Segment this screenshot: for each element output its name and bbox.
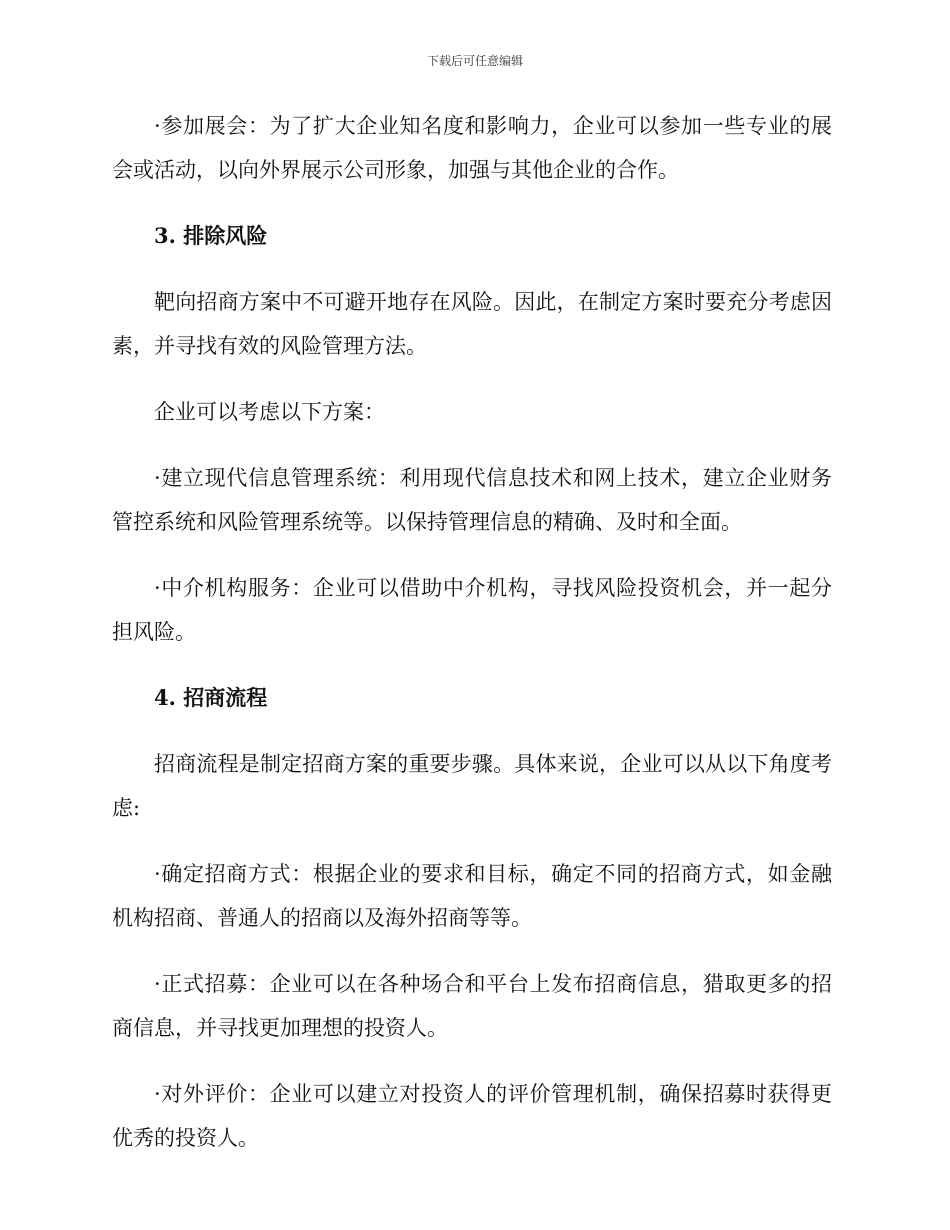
paragraph-exhibition: ·参加展会：为了扩大企业知名度和影响力，企业可以参加一些专业的展会或活动，以向外界展示公司形象，加强与其他企业的合作。 bbox=[112, 114, 832, 182]
paragraph-options-lead: 企业可以考虑以下方案： bbox=[154, 400, 385, 424]
paragraph-evaluation: ·对外评价：企业可以建立对投资人的评价管理机制，确保招募时获得更优秀的投资人。 bbox=[112, 1082, 832, 1150]
page-header: 下载后可任意编辑 bbox=[426, 54, 523, 68]
paragraph-process-intro: 招商流程是制定招商方案的重要步骤。具体来说，企业可以从以下角度考虑: bbox=[112, 752, 832, 820]
paragraph-risk-intro: 靶向招商方案中不可避开地存在风险。因此，在制定方案时要充分考虑因素，并寻找有效的风险管理方法。 bbox=[112, 290, 832, 358]
paragraph-intermediary: ·中介机构服务：企业可以借助中介机构，寻找风险投资机会，并一起分担风险。 bbox=[112, 576, 832, 644]
paragraph-info-system: ·建立现代信息管理系统：利用现代信息技术和网上技术，建立企业财务管控系统和风险管理系统等。以保持管理信息的精确、及时和全面。 bbox=[112, 466, 832, 534]
document-body bbox=[112, 104, 832, 1182]
section-heading-risk: 3. 排除风险 bbox=[154, 223, 268, 248]
section-heading-process: 4. 招商流程 bbox=[154, 685, 268, 710]
paragraph-recruit: ·正式招募：企业可以在各种场合和平台上发布招商信息，猎取更多的招商信息，并寻找更加理想的投资人。 bbox=[112, 972, 832, 1040]
paragraph-method: ·确定招商方式：根据企业的要求和目标，确定不同的招商方式，如金融机构招商、普通人的招商以及海外招商等等。 bbox=[112, 862, 832, 930]
